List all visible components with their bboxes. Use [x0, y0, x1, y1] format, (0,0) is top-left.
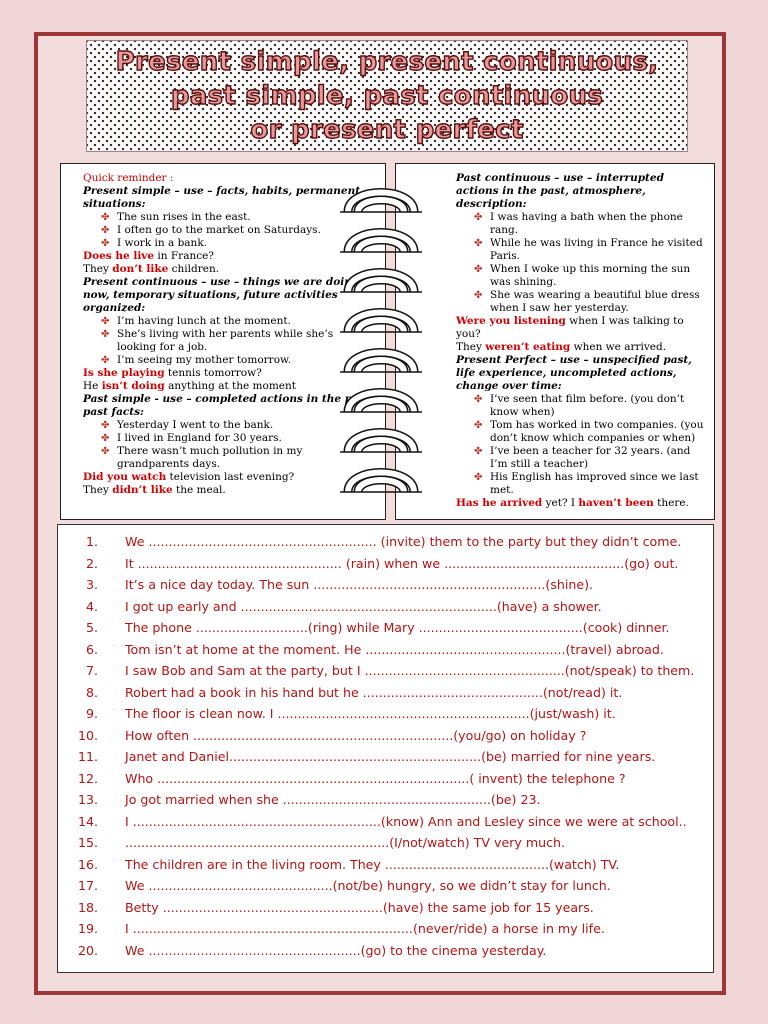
list-item: ✤ The sun rises in the east. — [101, 211, 251, 223]
list-item: ✤ I’ve seen that film before. (you don’t know when) — [474, 393, 685, 418]
bullet-icon: ✤ — [474, 238, 483, 249]
bullet-icon: ✤ — [101, 316, 110, 327]
present-simple-negative: They don’t like children. — [83, 263, 220, 275]
past-simple-heading: Past simple - use – completed actions in the past, past facts: — [83, 393, 374, 418]
bullet-icon: ✤ — [101, 420, 110, 431]
list-item: ✤ I’m having lunch at the moment. — [101, 315, 291, 327]
bullet-icon: ✤ — [101, 238, 110, 249]
bullet-icon: ✤ — [101, 329, 110, 340]
past-continuous-negative: They weren’t eating when we arrived. — [456, 341, 667, 353]
spiral-ring — [340, 193, 422, 213]
spiral-ring — [340, 233, 422, 253]
bullet-icon: ✤ — [474, 290, 483, 301]
past-continuous-question: Were you listening when I was talking to you? — [456, 315, 684, 340]
present-perfect-examples: Has he arrived yet? I haven’t been there. — [456, 497, 689, 509]
reminder-right-panel — [395, 163, 715, 520]
list-item: ✤ I’m seeing my mother tomorrow. — [101, 354, 292, 366]
list-item: ✤ I work in a bank. — [101, 237, 208, 249]
bullet-icon: ✤ — [101, 212, 110, 223]
title-banner — [86, 40, 688, 152]
list-item: ✤ I lived in England for 30 years. — [101, 432, 282, 444]
spiral-ring — [340, 353, 422, 373]
spiral-ring — [340, 273, 422, 293]
bullet-icon: ✤ — [474, 446, 483, 457]
spiral-binding-icon — [336, 178, 426, 508]
list-item: ✤ I often go to the market on Saturdays. — [101, 224, 321, 236]
present-continuous-question: Is she playing tennis tomorrow? — [83, 367, 262, 379]
bullet-icon: ✤ — [101, 355, 110, 366]
spiral-ring — [340, 393, 422, 413]
title-line-1: Present simple, present continuous, — [115, 47, 659, 77]
bullet-icon: ✤ — [101, 446, 110, 457]
list-item: ✤ While he was living in France he visited Paris. — [474, 237, 703, 262]
bullet-icon: ✤ — [474, 264, 483, 275]
present-continuous-negative: He isn’t doing anything at the moment — [83, 380, 296, 392]
spiral-ring — [340, 433, 422, 453]
list-item: ✤ I’ve been a teacher for 32 years. (and I’m still a teacher) — [474, 445, 691, 470]
list-item: ✤ His English has improved since we last met. — [474, 471, 699, 496]
past-simple-negative: They didn’t like the meal. — [83, 484, 226, 496]
list-item: ✤ Tom has worked in two companies. (you don’t know which companies or when) — [474, 419, 704, 444]
title-line-2: past simple, past continuous — [170, 81, 604, 111]
present-simple-heading: Present simple – use – facts, habits, permanent situations: — [83, 185, 361, 210]
spiral-ring — [340, 313, 422, 333]
bullet-icon: ✤ — [474, 212, 483, 223]
list-item: ✤ There wasn’t much pollution in my grandparents days. — [101, 445, 303, 470]
list-item: ✤ She’s living with her parents while she’s looking for a job. — [101, 328, 334, 353]
bullet-icon: ✤ — [101, 433, 110, 444]
present-perfect-heading: Present Perfect – use – unspecified past, life experience, uncompleted actions, change over time: — [456, 354, 692, 392]
list-item: ✤ Yesterday I went to the bank. — [101, 419, 274, 431]
list-item: ✤ She was wearing a beautiful blue dress when I saw her yesterday. — [474, 289, 700, 314]
bullet-icon: ✤ — [101, 225, 110, 236]
exercise-list: 1. We ......................................................... (invite) them to the party but they didn’t come. 2. It ................................................... (rain) when we .............................................(go) out. 3. It’s a nice day today. The sun ..........................................................(shine). 4. I got up early and ................................................................(have) a shower. 5. The phone ............................(ring) while Mary .........................................(cook) dinner. 6. Tom isn’t at home at the moment. He ..................................................(travel) abroad. 7. I saw Bob and Sam at the party, but I ..................................................(not/speak) to them. 8. Robert had a book in his hand but he .............................................(not/read) it. 9. The floor is clean now. I ...............................................................(just/wash) it. 10. How often .................................................................(you/go) on holiday ? 11. Janet and Daniel...............................................................(be) married for nine years. 12. Who ..............................................................................( invent) the telephone ? 13. Jo got married when she ....................................................(be) 23. 14. I ..............................................................(know) Ann and Lesley since we were at school.. 15. ..................................................................(I/not/watch) TV very much. 16. The children are in the living room. They .........................................(watch) TV. 17. We ..............................................(not/be) hungry, so we didn’t stay for lunch. 18. Betty .......................................................(have) the same job for 15 years. 19. I ......................................................................(never/ride) a horse in my life. 20. We .....................................................(go) to the cinema yesterday. — [57, 524, 714, 973]
bullet-icon: ✤ — [474, 420, 483, 431]
list-item: ✤ When I woke up this morning the sun was shining. — [474, 263, 691, 288]
title-line-3: or present perfect — [250, 115, 524, 145]
list-item: ✤ I was having a bath when the phone rang. — [474, 211, 683, 236]
present-simple-question: Does he live in France? — [83, 250, 214, 262]
past-continuous-heading: Past continuous – use – interrupted actions in the past, atmosphere, description: — [456, 172, 664, 210]
quick-reminder-label: Quick reminder : — [83, 172, 174, 184]
present-continuous-heading: Present continuous – use – things we are doing now, temporary situations, future activities organized: — [83, 276, 360, 314]
bullet-icon: ✤ — [474, 472, 483, 483]
past-simple-question: Did you watch television last evening? — [83, 471, 295, 483]
spiral-ring — [340, 473, 422, 493]
bullet-icon: ✤ — [474, 394, 483, 405]
